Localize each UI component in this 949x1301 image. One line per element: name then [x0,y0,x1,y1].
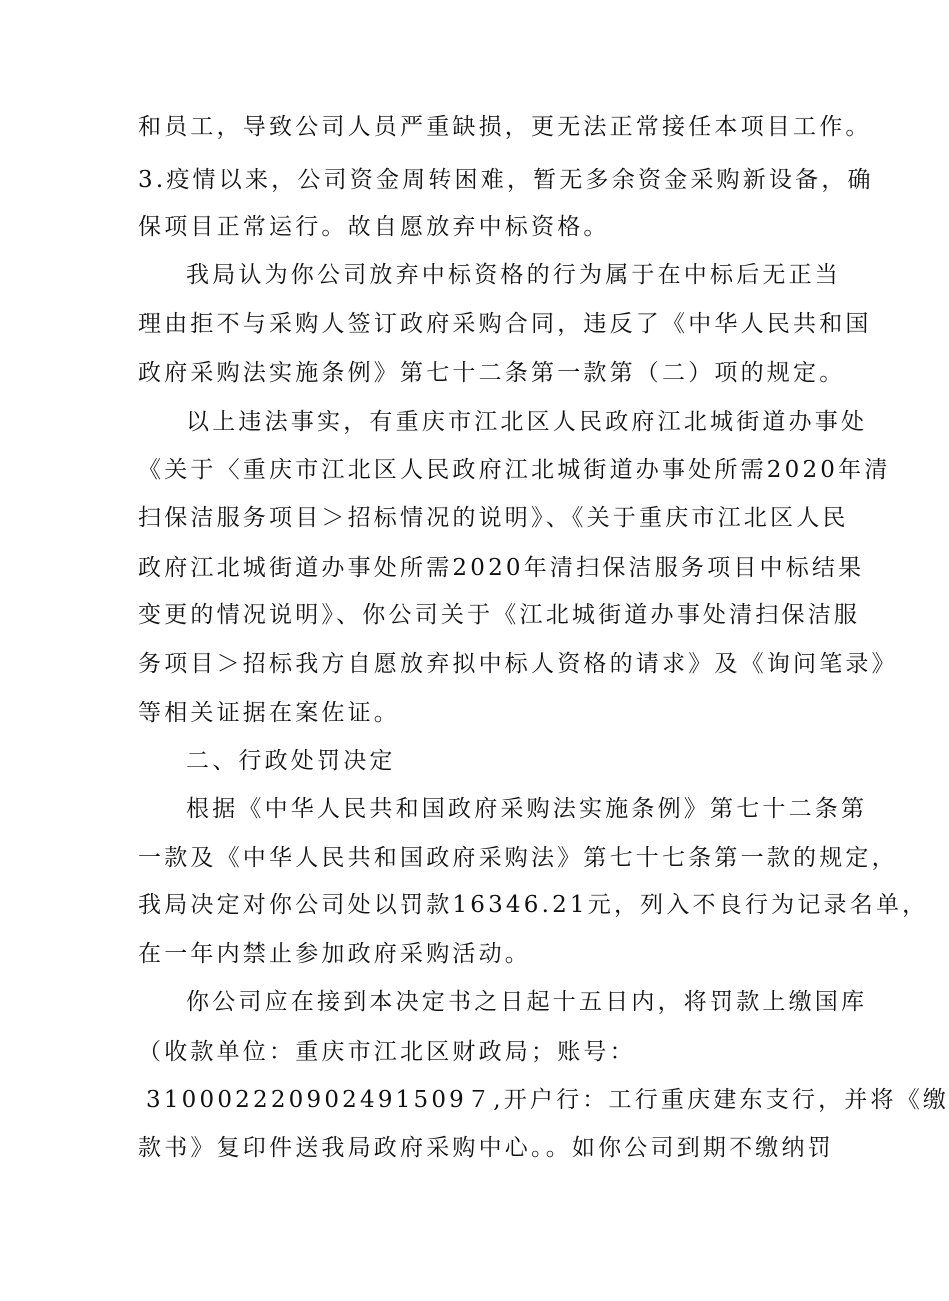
paragraph-payment-line-3: 310002220902491509７,开户行：工行重庆建东支行，并将《缴 [146,1087,949,1113]
paragraph-payment-line-2: （收款单位：重庆市江北区财政局；账号： [138,1039,636,1065]
paragraph-reasons-line-3: 保项目正常运行。故自愿放弃中标资格。 [138,214,610,240]
paragraph-evidence-line-5: 变更的情况说明》、你公司关于《江北城街道办事处清扫保洁服 [138,602,861,628]
paragraph-payment-line-4: 款书》复印件送我局政府采购中心。。如你公司到期不缴纳罚 [138,1135,834,1161]
paragraph-decision-line-4: 在一年内禁止参加政府采购活动。 [138,941,531,967]
paragraph-finding-line-3: 政府采购法实施条例》第七十二条第一款第（二）项的规定。 [138,360,846,386]
paragraph-reasons-line-2: 3.疫情以来，公司资金周转困难，暂无多余资金采购新设备，确 [138,167,874,193]
paragraph-decision-line-2: 一款及《中华人民共和国政府采购法》第七十七条第一款的规定， [138,845,898,871]
paragraph-finding-line-2: 理由拒不与采购人签订政府采购合同，违反了《中华人民共和国 [138,311,872,337]
paragraph-evidence-line-6: 务项目＞招标我方自愿放弃拟中标人资格的请求》及《询问笔录》 [138,651,898,677]
paragraph-evidence-line-7: 等相关证据在案佐证。 [138,700,400,726]
paragraph-decision-line-3: 我局决定对你公司处以罚款16346.21元，列入不良行为记录名单， [138,892,929,918]
paragraph-payment-line-1: 你公司应在接到本决定书之日起十五日内，将罚款上缴国库 [186,989,868,1015]
paragraph-evidence-line-4: 政府江北城街道办事处所需2020年清扫保洁服务项目中标结果 [138,555,865,581]
section-heading: 二、行政处罚决定 [186,748,396,774]
paragraph-finding-line-1: 我局认为你公司放弃中标资格的行为属于在中标后无正当 [186,262,841,288]
paragraph-decision-line-1: 根据《中华人民共和国政府采购法实施条例》第七十二条第 [186,796,868,822]
paragraph-evidence-line-1: 以上违法事实，有重庆市江北区人民政府江北城街道办事处 [186,409,868,435]
paragraph-reasons-line-1: 和员工，导致公司人员严重缺损，更无法正常接任本项目工作。 [138,114,872,140]
paragraph-evidence-line-2: 《关于〈重庆市江北区人民政府江北城街道办事处所需2020年清 [138,457,891,483]
paragraph-evidence-line-3: 扫保洁服务项目＞招标情况的说明》、《关于重庆市江北区人民 [138,505,849,531]
